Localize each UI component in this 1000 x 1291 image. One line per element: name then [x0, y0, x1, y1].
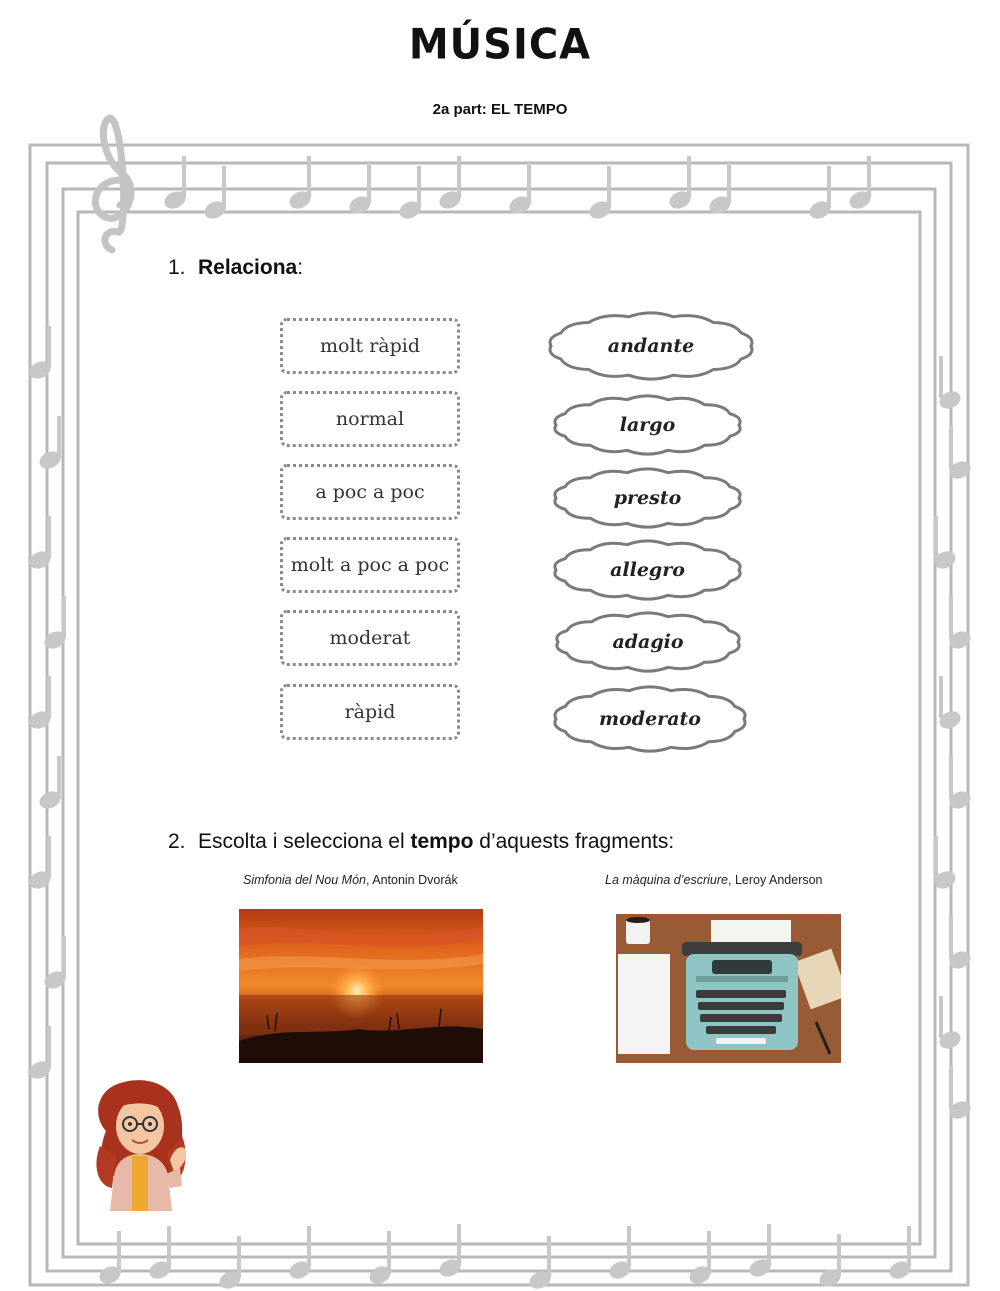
music-note-icon	[507, 161, 534, 217]
music-note-icon	[347, 161, 374, 217]
tempo-label: presto	[613, 487, 682, 509]
fragment-caption	[243, 873, 458, 887]
term-box[interactable]	[280, 684, 460, 740]
music-note-icon	[937, 996, 964, 1052]
music-note-icon	[947, 596, 974, 652]
term-label: a poc a poc	[315, 481, 425, 503]
treble-clef-icon	[95, 118, 131, 250]
term-label: normal	[335, 408, 405, 430]
composer-name: , Antonin Dvorák	[365, 873, 458, 887]
typewriter-photo[interactable]	[616, 914, 841, 1063]
tempo-label: andante	[607, 335, 695, 357]
music-note-icon	[147, 1226, 174, 1282]
tempo-cloud[interactable]	[550, 393, 745, 457]
music-note-icon	[27, 516, 54, 572]
term-box[interactable]	[280, 318, 460, 374]
term-box[interactable]	[280, 464, 460, 520]
music-note-icon	[807, 166, 834, 222]
question-label-bold: Relaciona	[198, 256, 298, 279]
music-note-icon	[937, 676, 964, 732]
music-note-icon	[667, 156, 694, 212]
page-subtitle: 2a part: EL TEMPO	[432, 101, 568, 118]
work-title: La màquina d’escriure	[605, 873, 728, 887]
music-note-icon	[607, 1226, 634, 1282]
tempo-cloud[interactable]	[550, 538, 745, 602]
tempo-label: adagio	[612, 631, 684, 653]
term-label: molt a poc a poc	[290, 554, 450, 576]
music-note-icon	[367, 1231, 394, 1287]
term-box[interactable]	[280, 391, 460, 447]
term-box[interactable]	[280, 610, 460, 666]
work-title: Simfonia del Nou Món	[243, 873, 366, 887]
music-note-icon	[202, 166, 229, 222]
tempo-label: largo	[619, 414, 676, 436]
question-1-heading	[168, 256, 303, 280]
music-note-icon	[437, 156, 464, 212]
music-note-icon	[937, 356, 964, 412]
music-note-icon	[847, 156, 874, 212]
music-note-icon	[42, 596, 69, 652]
music-note-icon	[42, 936, 69, 992]
tempo-cloud[interactable]	[545, 310, 757, 382]
music-note-icon	[947, 916, 974, 972]
tempo-label: moderato	[599, 708, 701, 730]
music-note-icon	[932, 836, 959, 892]
music-note-icon	[932, 516, 959, 572]
tempo-cloud[interactable]	[552, 610, 744, 674]
music-note-icon	[437, 1224, 464, 1280]
question-number: 1.	[168, 256, 186, 279]
music-note-icon	[527, 1236, 554, 1291]
music-note-icon	[587, 166, 614, 222]
question-label-prefix: Escolta i selecciona el	[198, 830, 411, 853]
music-note-icon	[397, 166, 424, 222]
music-note-icon	[27, 836, 54, 892]
music-note-icon	[747, 1224, 774, 1280]
tempo-cloud[interactable]	[550, 684, 750, 754]
music-note-icon	[162, 156, 189, 212]
music-note-icon	[97, 1231, 124, 1287]
tempo-cloud[interactable]	[550, 466, 745, 530]
question-label-suffix: d’aquests fragments:	[473, 830, 675, 853]
question-label-bold: tempo	[410, 830, 474, 853]
tempo-label: allegro	[610, 559, 685, 581]
music-note-icon	[217, 1236, 244, 1291]
page-title: MÚSICA	[408, 20, 592, 70]
music-note-icon	[37, 416, 64, 472]
music-note-icon	[687, 1231, 714, 1287]
music-note-icon	[947, 426, 974, 482]
music-note-icon	[947, 1066, 974, 1122]
question-2-heading	[168, 830, 674, 854]
music-note-icon	[27, 1026, 54, 1082]
term-box[interactable]	[280, 537, 460, 593]
question-label-suffix: :	[297, 256, 304, 279]
music-note-icon	[287, 1226, 314, 1282]
music-note-icon	[947, 756, 974, 812]
term-label: molt ràpid	[319, 335, 421, 357]
music-note-icon	[887, 1226, 914, 1282]
fragment-caption	[605, 873, 823, 887]
music-note-icon	[27, 326, 54, 382]
music-note-icon	[817, 1234, 844, 1290]
composer-name: , Leroy Anderson	[728, 873, 823, 887]
music-note-icon	[37, 756, 64, 812]
music-note-icon	[27, 676, 54, 732]
term-label: ràpid	[344, 701, 396, 723]
music-note-icon	[287, 156, 314, 212]
sunset-photo[interactable]	[239, 909, 483, 1063]
question-number: 2.	[168, 830, 186, 853]
term-label: moderat	[329, 627, 411, 649]
music-note-icon	[707, 161, 734, 217]
teacher-avatar	[86, 1076, 196, 1211]
